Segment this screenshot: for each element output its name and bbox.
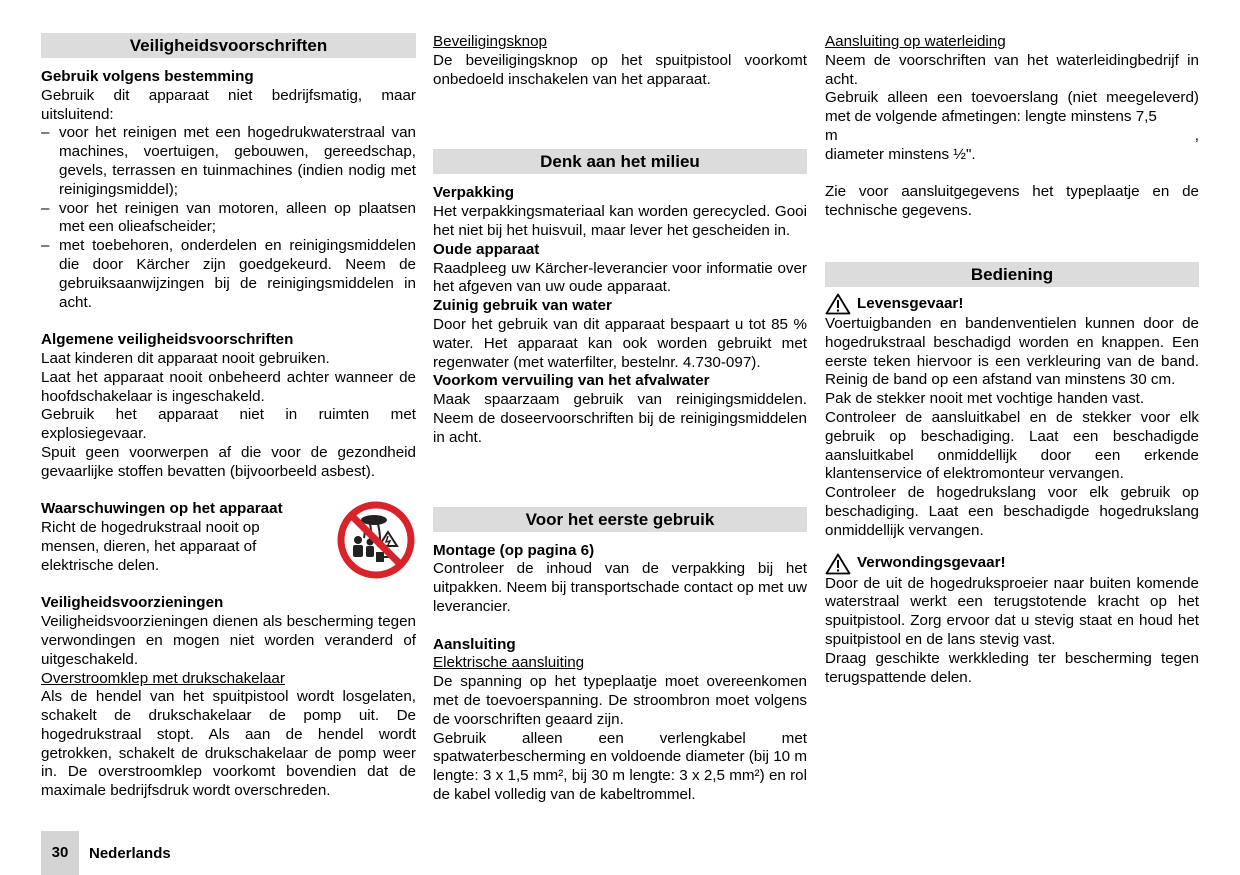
hose-requirements-text: Gebruik alleen een toevoerslang (niet meegeleverd) met de volgende afmetingen: lengte minstens 7,5 bbox=[825, 89, 1199, 126]
packaging-text: Het verpakkingsmateriaal kan worden gerecycled. Gooi het niet bij het huisvuil, maar lever het gescheiden in. bbox=[433, 203, 807, 239]
electrical-connection-text: De spanning op het typeplaatje moet overeenkomen met de toevoerspanning. De stroombron moet volgens de voorschriften geaard zijn. bbox=[433, 673, 807, 728]
heading-assembly: Montage (op pagina 6) bbox=[433, 541, 595, 559]
safety-devices-text: Veiligheidsvoorzieningen dienen als bescherming tegen verwondingen en mogen niet worden veranderd of uitgeschakeld. bbox=[41, 613, 416, 668]
tyre-warning-text: Voertuigbanden en bandenventielen kunnen door de hogedrukstraal beschadigd worden en knappen. Een eerste teken hiervoor is een verkleuring van de band. Reinig de band op een afstand van minstens 30 cm. bbox=[825, 314, 1199, 389]
hose-comma: , bbox=[1194, 126, 1199, 144]
heading-old-device: Oude apparaat bbox=[433, 240, 540, 258]
list-item: – voor het reinigen van motoren, alleen op plaatsen met een olieafscheider; bbox=[41, 200, 416, 238]
hose-unit: m bbox=[825, 126, 838, 144]
language-label: Nederlands bbox=[89, 844, 171, 862]
type-plate-text: Zie voor aansluitgegevens het typeplaatje en de technische gegevens. bbox=[825, 183, 1199, 220]
page-footer bbox=[41, 831, 171, 875]
column-3 bbox=[825, 33, 1199, 687]
injury-heading-row bbox=[825, 553, 1199, 575]
section-title-first-use: Voor het eerste gebruik bbox=[433, 507, 807, 532]
heading-general-safety: Algemene veiligheidsvoorschriften bbox=[41, 331, 294, 349]
danger-line: Pak de stekker nooit met vochtige handen vast. bbox=[825, 390, 1145, 408]
hose-unit-line bbox=[825, 127, 1199, 146]
danger-line: Controleer de hogedrukslang voor elk gebruik op beschadiging. Laat een beschadigde hogedrukslang onmiddellijk vervangen. bbox=[825, 484, 1199, 539]
general-line: Gebruik het apparaat niet in ruimten met explosiegevaar. bbox=[41, 406, 416, 443]
warning-triangle-icon bbox=[825, 553, 851, 575]
overflow-valve-text: Als de hendel van het spuitpistool wordt losgelaten, schakelt de drukschakelaar de pomp uit. De hogedrukstraal stopt. Als aan de hendel wordt getrokken, schakelt de drukschakelaar de pomp weer in. De overstroomklep voorkomt bovendien dat de maximale bedrijfsdruk wordt overschreden. bbox=[41, 688, 416, 800]
general-line: Laat kinderen dit apparaat nooit gebruiken. bbox=[41, 349, 330, 367]
section-title-safety: Veiligheidsvoorschriften bbox=[41, 33, 416, 58]
heading-injury-danger: Verwondingsgevaar! bbox=[857, 554, 1006, 572]
heading-device-warnings: Waarschuwingen op het apparaat bbox=[41, 500, 283, 518]
protective-clothing-text: Draag geschikte werkkleding ter bescherming tegen terugspattende delen. bbox=[825, 649, 1199, 686]
intended-use-list bbox=[41, 124, 416, 312]
water-connection-text: Neem de voorschriften van het waterleidingbedrijf in acht. bbox=[825, 51, 1199, 88]
general-line: Spuit geen voorwerpen af die voor de gezondheid gevaarlijke stoffen bevatten (bijvoorbeeld asbest). bbox=[41, 443, 416, 480]
recoil-warning-text: Door de uit de hogedruksproeier naar buiten komende waterstraal werkt een terugstotende kracht op het spuitpistool. Zorg ervoor dat u stevig staat en houd het spuitpistool en de lans stevig vast. bbox=[825, 574, 1199, 648]
water-connection-subheading: Aansluiting op waterleiding bbox=[825, 33, 1006, 50]
electrical-connection-subheading: Elektrische aansluiting bbox=[433, 654, 585, 672]
danger-line: Controleer de aansluitkabel en de stekker voor elk gebruik op beschadiging. Laat een beschadigde aansluitkabel onmiddellijk door een erkende klantenservice of elektromonteur vervangen. bbox=[825, 408, 1199, 483]
heading-water-saving: Zuinig gebruik van water bbox=[433, 297, 612, 315]
heading-connection: Aansluiting bbox=[433, 635, 516, 653]
heading-waste-water: Voorkom vervuiling van het afvalwater bbox=[433, 372, 710, 390]
section-title-environment: Denk aan het milieu bbox=[433, 149, 807, 174]
column-2 bbox=[433, 33, 807, 805]
no-spray-prohibition-icon bbox=[336, 500, 416, 580]
old-device-text: Raadpleeg uw Kärcher-leverancier voor informatie over het afgeven van uw oude apparaat. bbox=[433, 259, 807, 296]
column-1 bbox=[41, 33, 416, 801]
general-line: Laat het apparaat nooit onbeheerd achter wanneer de hoofdschakelaar is ingeschakeld. bbox=[41, 368, 416, 405]
heading-safety-devices: Veiligheidsvoorzieningen bbox=[41, 594, 224, 612]
device-warning-text: Richt de hogedrukstraal nooit op mensen, dieren, het apparaat of elektrische delen. bbox=[41, 519, 260, 574]
heading-packaging: Verpakking bbox=[433, 184, 515, 202]
waste-water-text: Maak spaarzaam gebruik van reinigingsmiddelen. Neem de doseervoorschriften bij de reinigingsmiddelen in acht. bbox=[433, 391, 807, 446]
page-number: 30 bbox=[41, 831, 79, 875]
overflow-valve-subheading: Overstroomklep met drukschakelaar bbox=[41, 669, 285, 687]
danger-heading-row bbox=[825, 293, 1199, 315]
water-saving-text: Door het gebruik van dit apparaat bespaart u tot 85 % water. Het apparaat kan ook worden gebruikt met regenwater (met waterfilter, bestelnr. 4.730-097). bbox=[433, 315, 807, 371]
heading-life-danger: Levensgevaar! bbox=[857, 294, 964, 312]
hose-diameter-text: diameter minstens ½". bbox=[825, 145, 976, 163]
list-item: – met toebehoren, onderdelen en reinigingsmiddelen die door Kärcher zijn goedgekeurd. Neem de gebruiksaanwijzingen bij de reinigingsmiddelen in acht. bbox=[41, 237, 416, 312]
section-title-operation: Bediening bbox=[825, 262, 1199, 287]
warning-triangle-icon bbox=[825, 293, 851, 315]
safety-knob-subheading: Beveiligingsknop bbox=[433, 33, 547, 50]
list-item: – voor het reinigen met een hogedrukwaterstraal van machines, voertuigen, gebouwen, gereedschap, gevels, terrassen en tuinmachines (indien nodig met reinigingsmiddel); bbox=[41, 124, 416, 199]
heading-intended-use: Gebruik volgens bestemming bbox=[41, 68, 254, 85]
safety-knob-text: De beveiligingsknop op het spuitpistool voorkomt onbedoeld inschakelen van het apparaat. bbox=[433, 51, 807, 88]
intended-use-intro: Gebruik dit apparaat niet bedrijfsmatig, maar uitsluitend: bbox=[41, 86, 416, 123]
extension-cable-text: Gebruik alleen een verlengkabel met spatwaterbescherming en voldoende diameter (bij 10 m lengte: 3 x 1,5 mm², bij 30 m lengte: 3 x 2,5 mm²) en rol de kabel volledig van de kabeltrommel. bbox=[433, 729, 807, 803]
assembly-text: Controleer de inhoud van de verpakking bij het uitpakken. Neem bij transportschade contact op met uw leverancier. bbox=[433, 560, 807, 615]
